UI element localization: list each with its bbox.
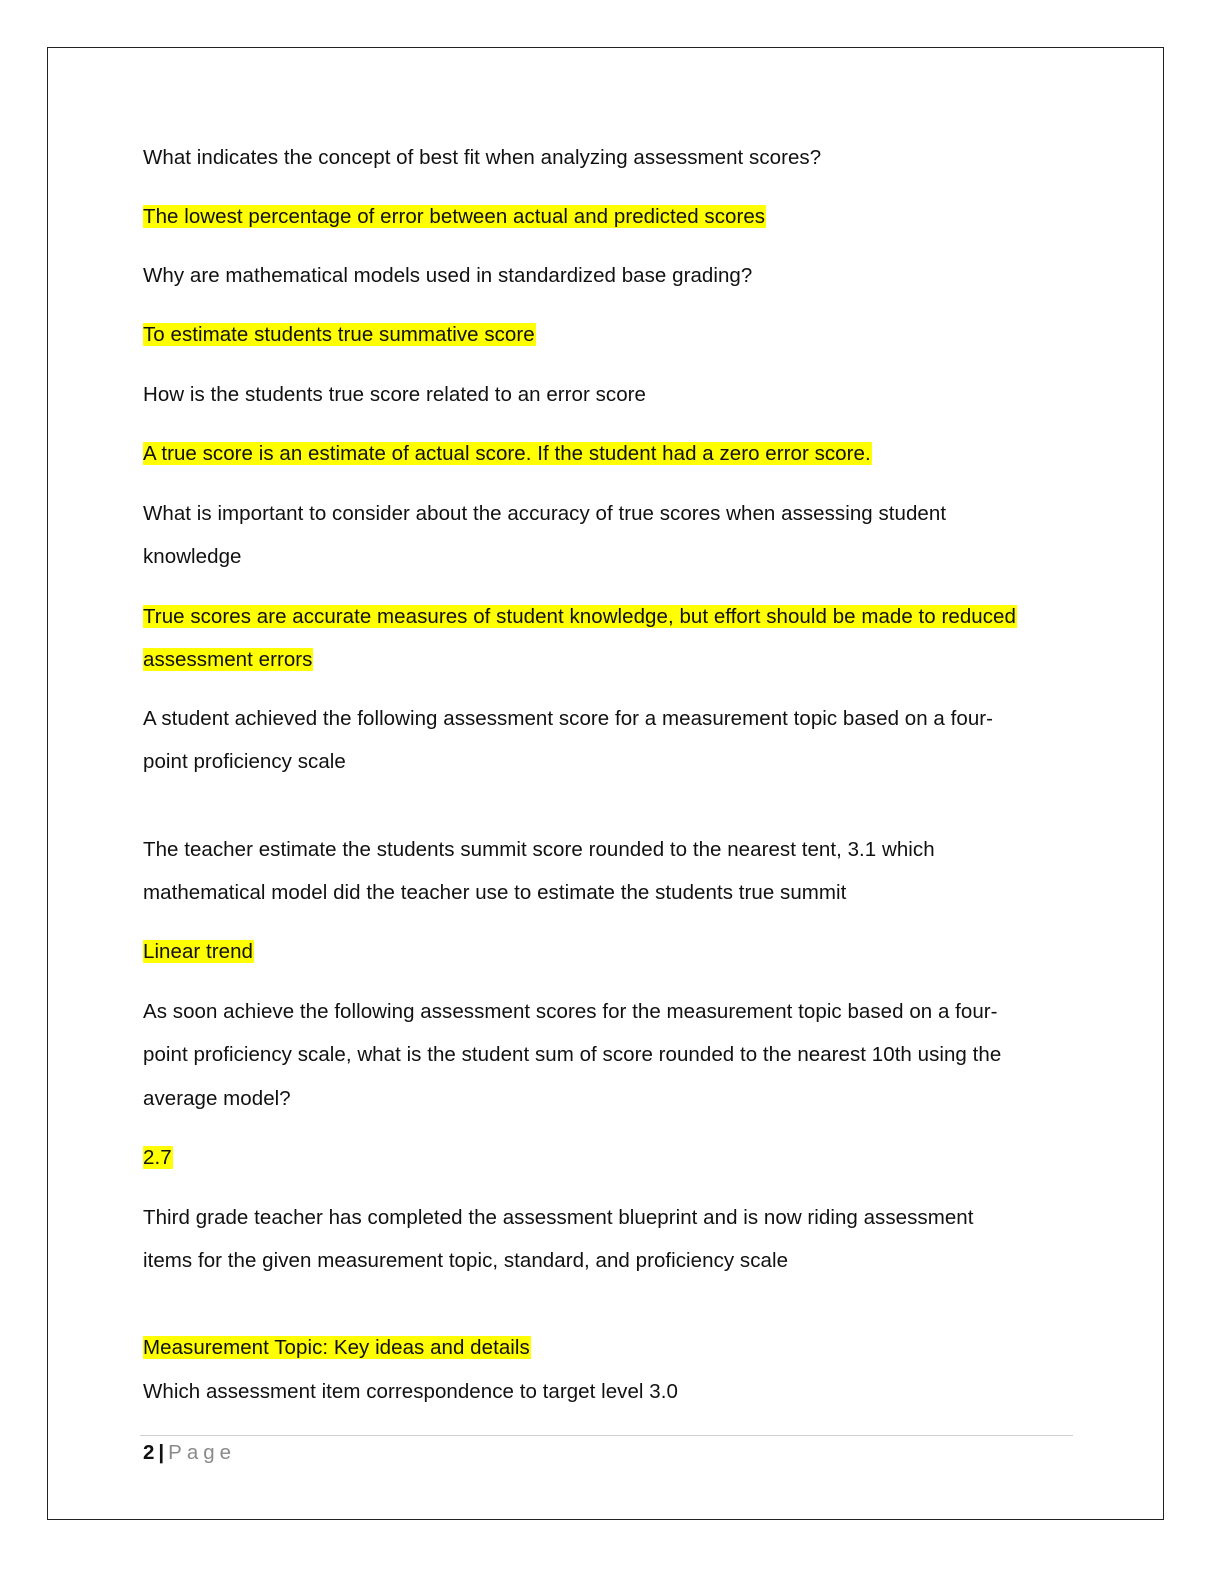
answer-true-score: A true score is an estimate of actual score. If the student had a zero error score.: [143, 442, 871, 465]
footer-divider: [140, 1435, 1073, 1436]
question-average-line-1: As soon achieve the following assessment scores for the measurement topic based on a four-: [143, 1000, 998, 1023]
answer-average: 2.7: [143, 1146, 172, 1169]
question-true-score: How is the students true score related to an error score: [143, 383, 647, 406]
question-model-line-1: The teacher estimate the students summit score rounded to the nearest tent, 3.1 which: [143, 838, 935, 861]
question-blueprint-line-2: items for the given measurement topic, standard, and proficiency scale: [143, 1249, 789, 1272]
answer-accuracy-line-1: True scores are accurate measures of student knowledge, but effort should be made to reduced: [143, 605, 1016, 628]
answer-model: Linear trend: [143, 940, 254, 963]
question-accuracy-line-1: What is important to consider about the accuracy of true scores when assessing student: [143, 502, 947, 525]
page-footer: [143, 1440, 236, 1466]
question-average-line-3: average model?: [143, 1087, 291, 1110]
question-accuracy-line-2: knowledge: [143, 545, 242, 568]
question-blueprint-line-1: Third grade teacher has completed the assessment blueprint and is now riding assessment: [143, 1206, 974, 1229]
page-number: 2: [143, 1441, 155, 1464]
question-model-line-2: mathematical model did the teacher use to estimate the students true summit: [143, 881, 847, 904]
answer-mathematical-models: To estimate students true summative score: [143, 323, 535, 346]
question-target-level: Which assessment item correspondence to target level 3.0: [143, 1380, 678, 1403]
question-proficiency-line-2: point proficiency scale: [143, 750, 346, 773]
answer-accuracy-line-2: assessment errors: [143, 648, 313, 671]
question-mathematical-models: Why are mathematical models used in standardized base grading?: [143, 264, 753, 287]
footer-separator: |: [158, 1441, 165, 1464]
question-average-line-2: point proficiency scale, what is the student sum of score rounded to the nearest 10th using the: [143, 1043, 1002, 1066]
page-label: Page: [168, 1441, 237, 1464]
question-proficiency-line-1: A student achieved the following assessment score for a measurement topic based on a four-: [143, 707, 994, 730]
question-best-fit: What indicates the concept of best fit when analyzing assessment scores?: [143, 146, 822, 169]
measurement-topic: Measurement Topic: Key ideas and details: [143, 1336, 530, 1359]
answer-best-fit: The lowest percentage of error between actual and predicted scores: [143, 205, 766, 228]
